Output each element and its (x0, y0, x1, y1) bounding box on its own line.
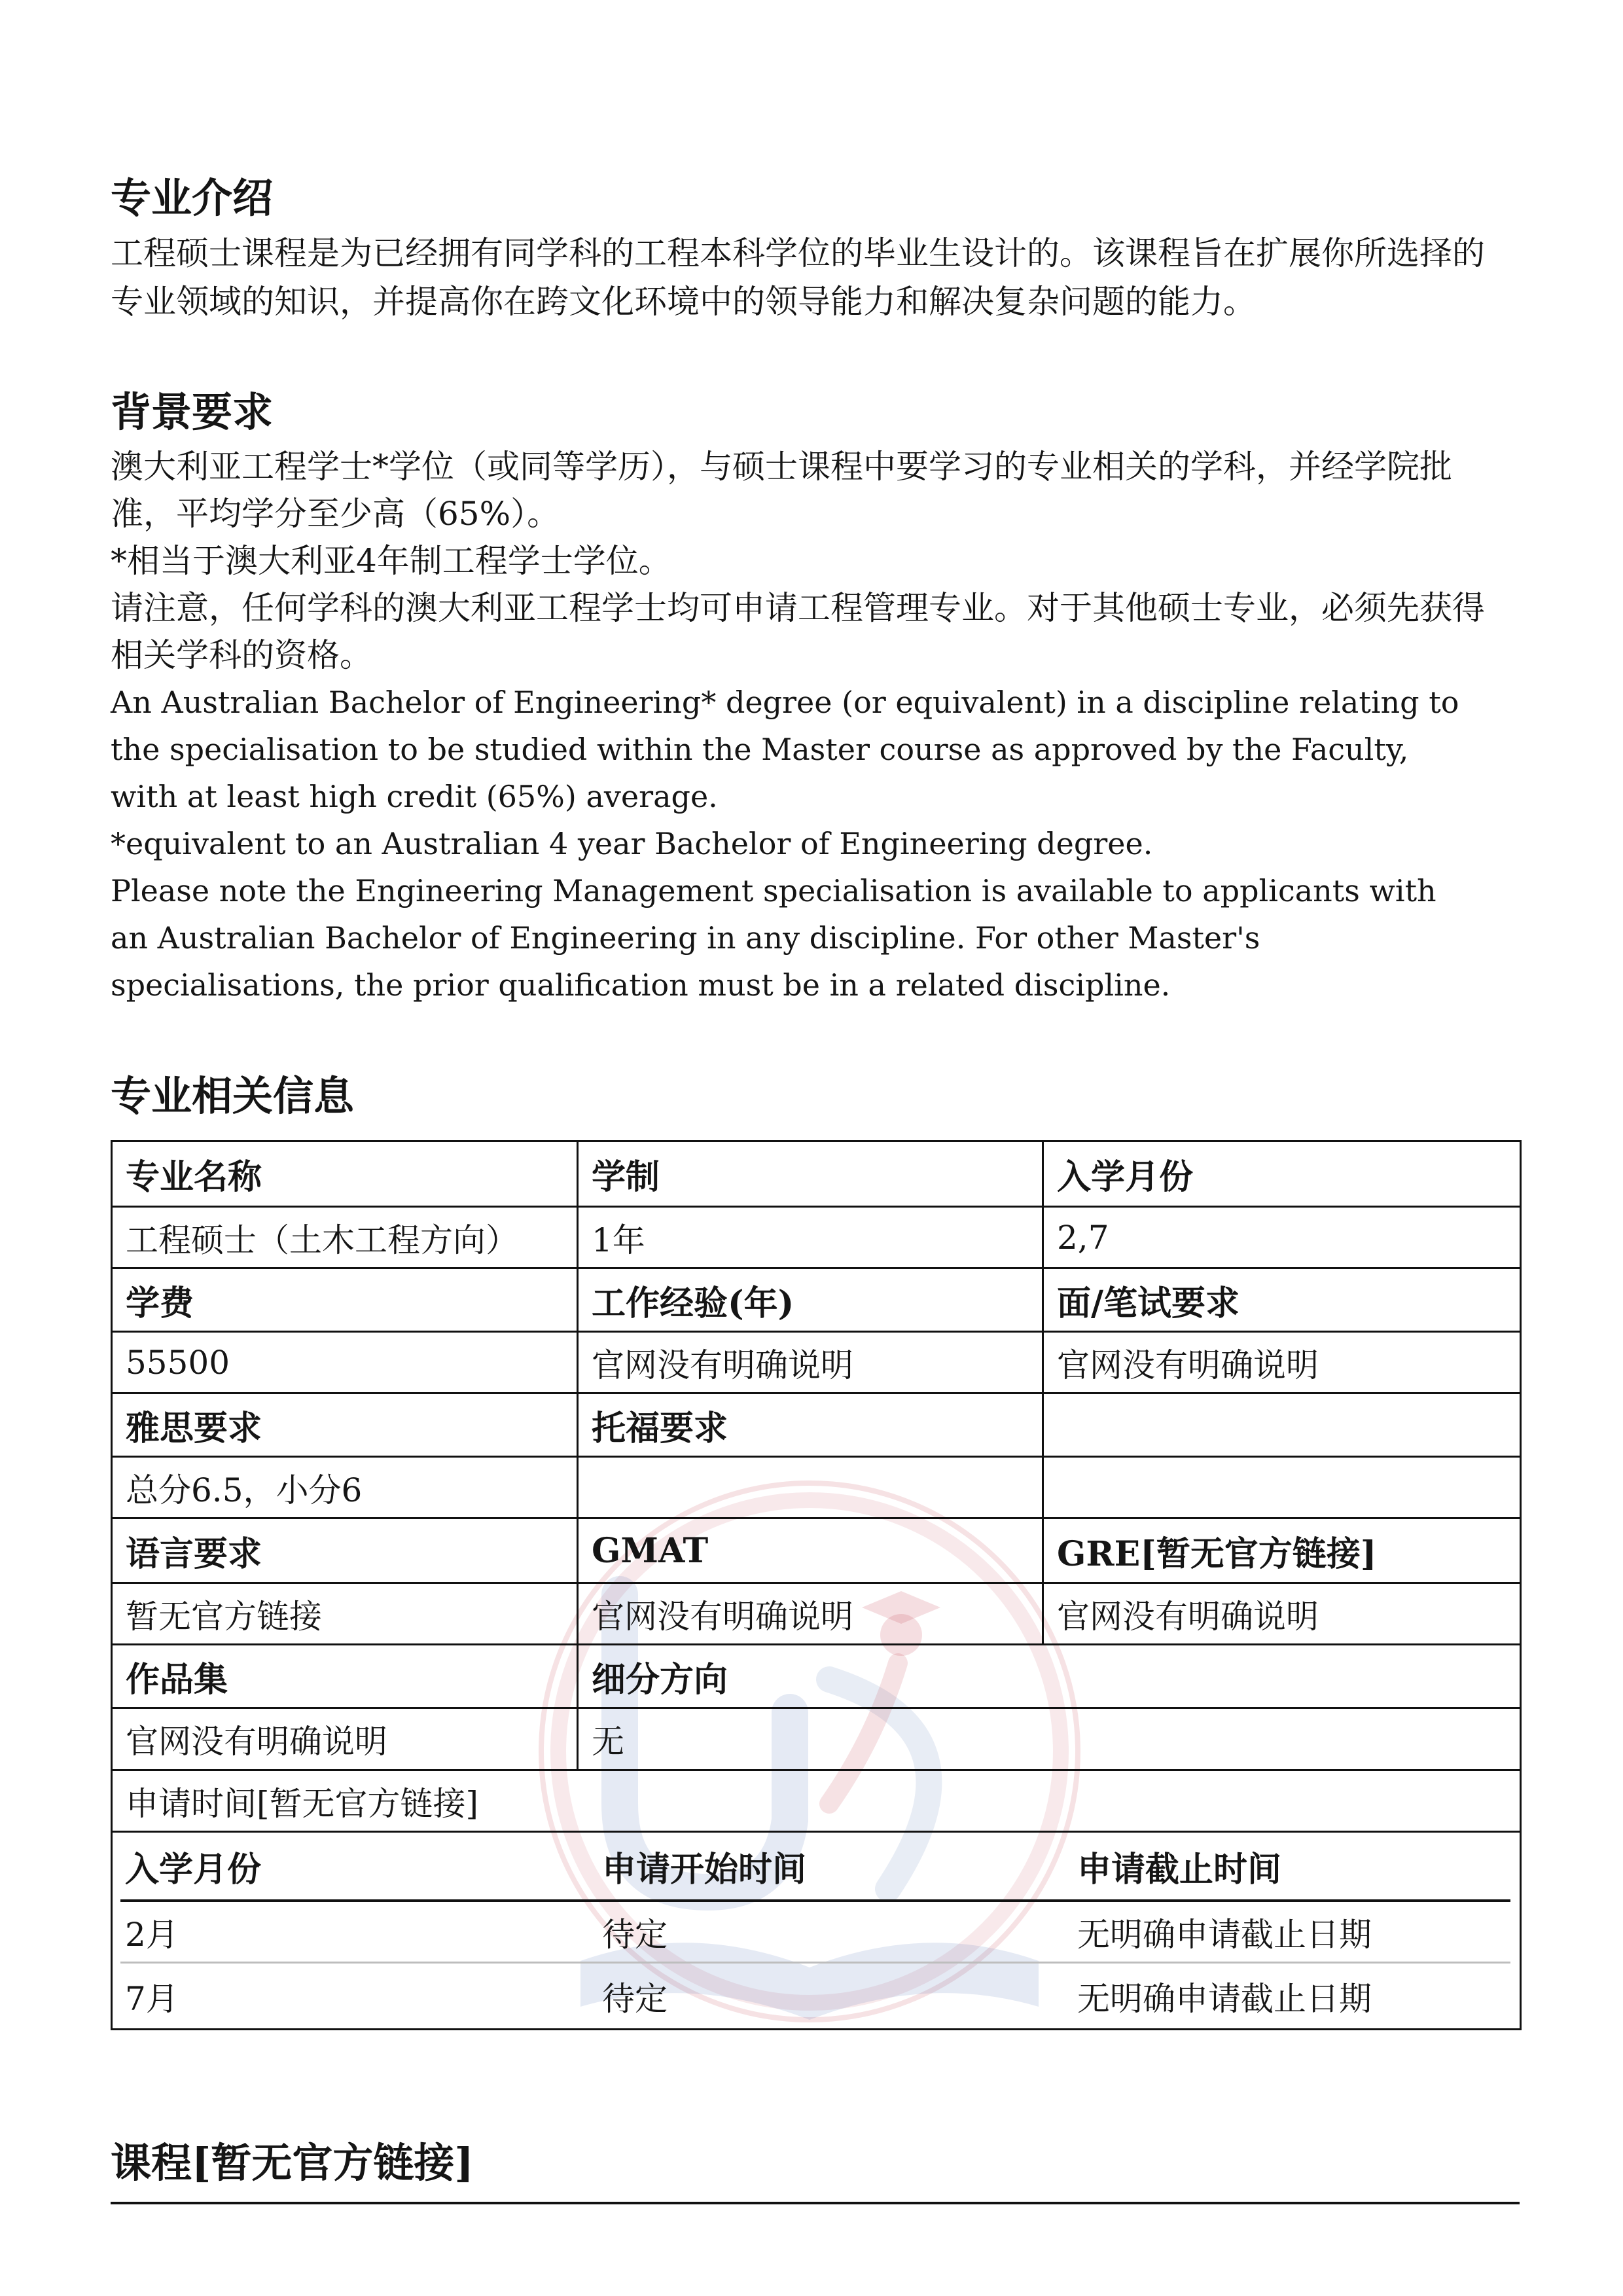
table-row (112, 1393, 1521, 1457)
section-divider (111, 2202, 1520, 2204)
column-header-intake-month: 入学月份 (120, 1833, 597, 1901)
gre-label: GRE[暂无官方链接] (1043, 1518, 1521, 1583)
application-time-label: 申请时间[暂无官方链接] (112, 1770, 1521, 1832)
gre-value: 官网没有明确说明 (1043, 1583, 1521, 1645)
interview-exam-value: 官网没有明确说明 (1043, 1332, 1521, 1393)
column-header-deadline: 申请截止时间 (1073, 1833, 1510, 1901)
section-title-intro: 专业介绍 (111, 174, 274, 222)
table-row (112, 1645, 1521, 1708)
application-time-header-row (120, 1833, 1510, 1901)
paragraph-line: 相关学科的资格。 (111, 636, 372, 674)
portfolio-value: 官网没有明确说明 (112, 1708, 578, 1770)
intake-months-value: 2,7 (1043, 1207, 1521, 1268)
paragraph-line: the specialisation to be studied within the Master course as approved by the Faculty, (111, 732, 1409, 767)
table-row (112, 1770, 1521, 1832)
paragraph-line: An Australian Bachelor of Engineering* degree (or equivalent) in a discipline relating to (111, 685, 1459, 720)
table-row (112, 1207, 1521, 1268)
background-paragraph (111, 443, 1520, 1009)
work-experience-value: 官网没有明确说明 (578, 1332, 1043, 1393)
table-row (112, 1457, 1521, 1518)
portfolio-label: 作品集 (112, 1645, 578, 1708)
table-row (112, 1708, 1521, 1770)
start-time-cell: 待定 (602, 1979, 668, 2018)
application-time-cell (112, 1832, 1521, 2030)
interview-exam-label: 面/笔试要求 (1043, 1268, 1521, 1332)
deadline-cell: 无明确申请截止日期 (1077, 1979, 1372, 2018)
table-row (112, 1518, 1521, 1583)
section-title-program-info: 专业相关信息 (111, 1072, 355, 1120)
paragraph-line: 专业领域的知识，并提高你在跨文化环境中的领导能力和解决复杂问题的能力。 (111, 283, 1256, 321)
duration-value: 1年 (578, 1207, 1043, 1268)
paragraph-line: an Australian Bachelor of Engineering in any discipline. For other Master's (111, 920, 1260, 956)
intake-month-cell: 2月 (120, 1901, 597, 1963)
language-value: 暂无官方链接 (112, 1583, 578, 1645)
paragraph-line: 工程硕士课程是为已经拥有同学科的工程本科学位的毕业生设计的。该课程旨在扩展你所选择的 (111, 234, 1485, 272)
section-title-background: 背景要求 (111, 388, 274, 436)
deadline-cell: 无明确申请截止日期 (1073, 1901, 1510, 1963)
empty-cell (1043, 1393, 1521, 1457)
paragraph-line: *equivalent to an Australian 4 year Bachelor of Engineering degree. (111, 826, 1153, 861)
paragraph-line: 请注意，任何学科的澳大利亚工程学士均可申请工程管理专业。对于其他硕士专业，必须先获得 (111, 589, 1485, 627)
duration-label: 学制 (578, 1141, 1043, 1207)
sub-direction-label: 细分方向 (578, 1645, 1521, 1708)
table-row (112, 1332, 1521, 1393)
section-title-courses: 课程[暂无官方链接] (111, 2139, 474, 2187)
major-name-value: 工程硕士（土木工程方向） (112, 1207, 578, 1268)
paragraph-line: specialisations, the prior qualification must be in a related discipline. (111, 967, 1171, 1003)
column-header-start-time: 申请开始时间 (597, 1833, 1073, 1901)
intake-month-cell: 7月 (125, 1979, 179, 2018)
empty-cell (1043, 1457, 1521, 1518)
intake-months-label: 入学月份 (1043, 1141, 1521, 1207)
major-name-label: 专业名称 (112, 1141, 578, 1207)
table-row (112, 1832, 1521, 2030)
toefl-label: 托福要求 (578, 1393, 1043, 1457)
ielts-value: 总分6.5，小分6 (112, 1457, 578, 1518)
application-time-table (120, 1833, 1510, 2028)
tuition-label: 学费 (112, 1268, 578, 1332)
sub-direction-value: 无 (578, 1708, 1521, 1770)
table-row (112, 1583, 1521, 1645)
application-time-row (120, 1963, 1510, 2029)
paragraph-line: 准，平均学分至少高（65%）。 (111, 495, 560, 533)
paragraph-line: *相当于澳大利亚4年制工程学士学位。 (111, 542, 671, 580)
tuition-value: 55500 (112, 1332, 578, 1393)
start-time-cell: 待定 (597, 1901, 1073, 1963)
gmat-value: 官网没有明确说明 (578, 1583, 1043, 1645)
ielts-label: 雅思要求 (112, 1393, 578, 1457)
application-time-row (120, 1901, 1510, 1963)
toefl-value (578, 1457, 1043, 1518)
paragraph-line: Please note the Engineering Management specialisation is available to applicants with (111, 873, 1436, 908)
table-row (112, 1268, 1521, 1332)
program-info-table (111, 1140, 1522, 2030)
paragraph-line: 澳大利亚工程学士*学位（或同等学历），与硕士课程中要学习的专业相关的学科，并经学院批 (111, 448, 1452, 486)
language-label: 语言要求 (112, 1518, 578, 1583)
paragraph-line: with at least high credit (65%) average. (111, 779, 718, 814)
gmat-label: GMAT (578, 1518, 1043, 1583)
work-experience-label: 工作经验(年) (578, 1268, 1043, 1332)
intro-paragraph (111, 229, 1520, 326)
table-row (112, 1141, 1521, 1207)
